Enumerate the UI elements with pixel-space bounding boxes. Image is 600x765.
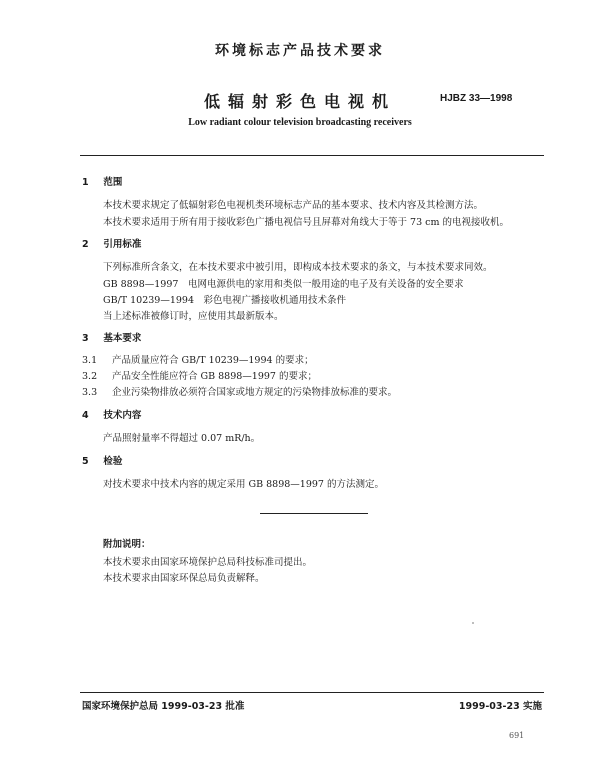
item-number: 3.2 — [82, 371, 98, 382]
requirement-item — [82, 384, 397, 398]
paragraph: 对技术要求中技术内容的规定采用 GB 8898—1997 的方法测定。 — [103, 479, 384, 490]
top-divider — [80, 155, 544, 156]
standard-code: HJBZ 33—1998 — [440, 93, 513, 104]
approval-note: 国家环境保护总局 1999-03-23 批准 — [82, 701, 245, 712]
reference-item: GB 8898—1997 电网电源供电的家用和类似一般用途的电子及有关设备的安全要求 — [103, 279, 464, 290]
section-number: 3 — [82, 333, 89, 344]
item-text: 产品质量应符合 GB/T 10239—1994 的要求； — [112, 355, 314, 366]
section-number: 5 — [82, 456, 89, 467]
section-number: 1 — [82, 177, 89, 188]
item-text: 产品安全性能应符合 GB 8898—1997 的要求； — [112, 371, 317, 382]
section-title: 检验 — [103, 456, 123, 467]
section-2-heading — [82, 236, 141, 250]
section-title: 基本要求 — [103, 333, 142, 344]
section-5-heading — [82, 453, 122, 467]
reference-item: GB/T 10239—1994 彩色电视广播接收机通用技术条件 — [103, 295, 347, 306]
requirement-item — [82, 368, 317, 382]
paragraph: 本技术要求规定了低辐射彩色电视机类环境标志产品的基本要求、技术内容及其检测方法。 — [103, 200, 484, 211]
section-number: 4 — [82, 410, 89, 421]
paragraph: 当上述标准被修订时，应使用其最新版本。 — [103, 311, 284, 322]
document-title: 低辐射彩色电视机 — [203, 92, 396, 111]
section-title: 范围 — [103, 177, 123, 188]
note-line: 本技术要求由国家环境保护总局科技标准司提出。 — [103, 557, 313, 568]
section-number: 2 — [82, 239, 89, 250]
note-title: 附加说明： — [103, 539, 151, 550]
paragraph: 下列标准所含条文，在本技术要求中被引用，即构成本技术要求的条文，与本技术要求同效。 — [103, 262, 493, 273]
section-title: 引用标准 — [103, 239, 142, 250]
footer-divider — [80, 692, 544, 693]
page-number: 691 — [509, 731, 525, 740]
item-number: 3.3 — [82, 387, 98, 398]
item-number: 3.1 — [82, 355, 98, 366]
requirement-item — [82, 352, 314, 366]
item-text: 企业污染物排放必须符合国家或地方规定的污染物排放标准的要求。 — [112, 387, 398, 398]
implementation-date: 1999-03-23 实施 — [458, 701, 542, 712]
section-1-heading — [82, 174, 122, 188]
scan-speck — [472, 622, 474, 624]
paragraph: 本技术要求适用于所有用于接收彩色广播电视信号且屏幕对角线大于等于 73 cm 的电视接收机。 — [103, 217, 509, 228]
short-divider — [260, 513, 368, 514]
section-title: 技术内容 — [103, 410, 142, 421]
standard-series-header: 环境标志产品技术要求 — [215, 43, 385, 59]
english-title: Low radiant colour television broadcasting receivers — [188, 117, 412, 128]
section-3-heading — [82, 330, 141, 344]
paragraph: 产品照射量率不得超过 0.07 mR/h。 — [103, 433, 261, 444]
section-4-heading — [82, 407, 141, 421]
note-line: 本技术要求由国家环保总局负责解释。 — [103, 573, 265, 584]
